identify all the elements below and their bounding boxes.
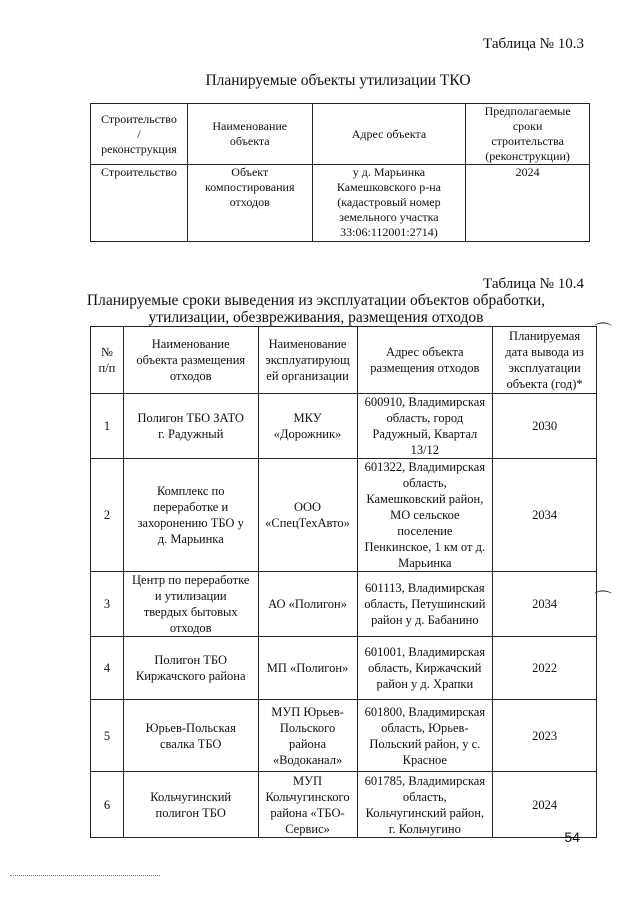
table-cell: 5: [91, 700, 124, 772]
header-cell: Адрес объекта: [312, 104, 466, 165]
table-cell: МКУ «Дорожник»: [258, 394, 357, 459]
header-cell: Строительство / реконструкция: [91, 104, 188, 165]
scan-mark: ⌒: [594, 590, 612, 610]
table-cell: АО «Полигон»: [258, 572, 357, 637]
table-cell: Полигон ТБО Киржачского района: [123, 637, 258, 700]
table-row: [91, 459, 597, 572]
table-row: [91, 165, 590, 242]
table-cell: 6: [91, 772, 124, 838]
table-row: [91, 394, 597, 459]
header-cell: Адрес объекта размещения отходов: [357, 327, 493, 394]
header-cell: Предполагаемые сроки строительства (реконструкции): [466, 104, 590, 165]
table-cell: 4: [91, 637, 124, 700]
table-row: [91, 572, 597, 637]
table-cell: 2022: [493, 637, 597, 700]
table-row: [91, 700, 597, 772]
table-cell: 1: [91, 394, 124, 459]
header-cell: № п/п: [91, 327, 124, 394]
table-cell: Центр по переработке и утилизации твердых бытовых отходов: [123, 572, 258, 637]
table-cell: 601800, Владимирская область, Юрьев- Польский район, у с. Красное: [357, 700, 493, 772]
table-cell: Комплекс по переработке и захоронению ТБО у д. Марьинка: [123, 459, 258, 572]
decommissioning-table: [90, 326, 597, 838]
page-number: 54: [564, 829, 580, 845]
table-cell: МУП Кольчугинского района «ТБО- Сервис»: [258, 772, 357, 838]
table-cell: 601322, Владимирская область, Камешковский район, МО сельское поселение Пенкинское, 1 км от д. Марьинка: [357, 459, 493, 572]
table-cell: Полигон ТБО ЗАТО г. Радужный: [123, 394, 258, 459]
table-cell: 2024: [493, 772, 597, 838]
table-row: [91, 772, 597, 838]
table-cell: ООО «СпецТехАвто»: [258, 459, 357, 572]
table-cell: 2034: [493, 572, 597, 637]
table-cell: 2030: [493, 394, 597, 459]
table-cell: Строительство: [91, 165, 188, 242]
table-cell: 2034: [493, 459, 597, 572]
table-cell: 2: [91, 459, 124, 572]
table-title-10-3: Планируемые объекты утилизации ТКО: [205, 72, 471, 89]
header-cell: Планируемая дата вывода из эксплуатации объекта (год)*: [493, 327, 597, 394]
table-cell: 2024: [466, 165, 590, 242]
table-cell: 3: [91, 572, 124, 637]
header-cell: Наименование объекта размещения отходов: [123, 327, 258, 394]
table-header-row: [91, 327, 597, 394]
table-title-10-4-line1: Планируемые сроки выведения из эксплуатации объектов обработки,: [86, 292, 546, 309]
table-cell: у д. Марьинка Камешковского р-на (кадастровый номер земельного участка 33:06:112001:2714): [312, 165, 466, 242]
table-cell: МП «Полигон»: [258, 637, 357, 700]
table-title-10-4-line2: утилизации, обезвреживания, размещения отходов: [148, 309, 484, 326]
table-number-10-4: Таблица № 10.4: [483, 276, 584, 292]
scan-mark: ⌒: [594, 322, 612, 342]
table-cell: Юрьев-Польская свалка ТБО: [123, 700, 258, 772]
table-cell: МУП Юрьев- Польского района «Водоканал»: [258, 700, 357, 772]
table-cell: 601001, Владимирская область, Киржачский район у д. Храпки: [357, 637, 493, 700]
table-cell: Кольчугинский полигон ТБО: [123, 772, 258, 838]
header-cell: Наименование эксплуатирующ ей организации: [258, 327, 357, 394]
table-cell: 2023: [493, 700, 597, 772]
header-cell: Наименование объекта: [187, 104, 312, 165]
table-cell: 601113, Владимирская область, Петушинский район у д. Бабанино: [357, 572, 493, 637]
table-row: [91, 637, 597, 700]
footer-divider: [10, 875, 160, 876]
planned-facilities-table: [90, 103, 590, 242]
table-cell: 601785, Владимирская область, Кольчугинский район, г. Кольчугино: [357, 772, 493, 838]
table-number-10-3: Таблица № 10.3: [483, 36, 584, 52]
table-cell: Объект компостирования отходов: [187, 165, 312, 242]
table-header-row: [91, 104, 590, 165]
table-cell: 600910, Владимирская область, город Радужный, Квартал 13/12: [357, 394, 493, 459]
